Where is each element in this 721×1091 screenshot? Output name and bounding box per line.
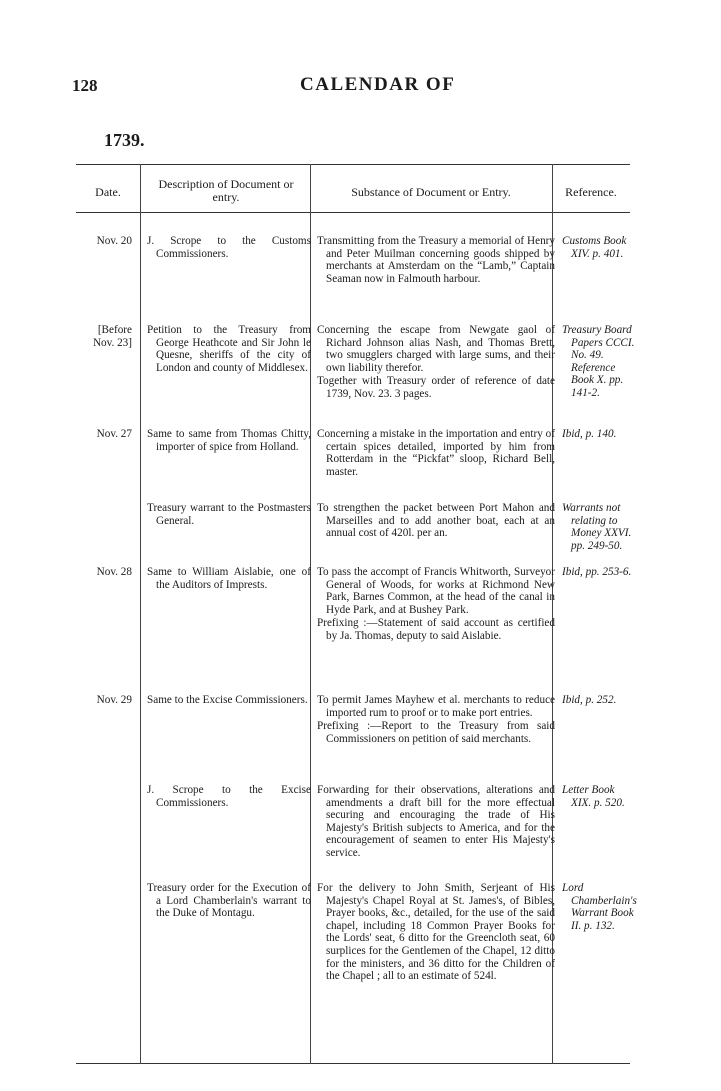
page-number: 128 [72,76,98,95]
table-bottom-rule [76,1063,630,1064]
entry-substance-text: To pass the accompt of Francis Whitworth, Surveyor General of Woods, for works at Richmond New Park, Barnes Common, at the head of the canal in Hyde Park, and at Bushey Park. [317,566,555,616]
column-header-substance: Substance of Document or Entry. [351,185,511,199]
entry-date: Nov. 29 [96,694,132,706]
entry-substance: For the delivery to John Smith, Serjeant of His Majesty's Chapel Royal at St. James's, of Bibles, Prayer books, &c., detailed, for the use of the said chapel, including 18 Common Prayer Books for the Lords' seat, 6 ditto for the Greencloth seat, 60 surplices for the Gentlemen of the Chapel, 12 ditto for the ministers, and 36 ditto for the Children of the Chapel ; all to an estimate of 524l. [317,882,555,983]
entry-substance: Transmitting from the Treasury a memorial of Henry and Peter Muilman concerning goods shipped by merchants at Amsterdam on the “Lamb,” Captain Seaman now in Falmouth harbour. [317,235,555,285]
entry-note: Prefixing :—Report to the Treasury from said Commissioners on petition of said merchants. [317,720,555,745]
entry-substance: Forwarding for their observations, alterations and amendments a draft bill for the more effectual securing and encouraging the trade of His Majesty's British subjects to America, and for the encouragement of seamen to enter His Majesty's service. [317,784,555,859]
column-divider [140,164,141,1064]
entry-reference: Lord Chamberlain's Warrant Book II. p. 132. [562,882,637,932]
table-top-rule [76,164,630,165]
entry-reference: Ibid, p. 140. [562,428,617,440]
entry-date: Nov. 28 [96,566,132,578]
running-title: CALENDAR OF [300,74,456,95]
entry-date: [Before Nov. 23] [92,324,132,349]
entry-substance: Concerning a mistake in the importation and entry of certain spices detailed, imported by him from Rotterdam in the “Pickfat” sloop, Richard Bell, master. [317,428,555,478]
entry-description: Same to the Excise Commissioners. [147,694,308,706]
header-rule [76,212,630,213]
entry-note: Prefixing :—Statement of said account as certified by Ja. Thomas, deputy to said Aislabie. [317,617,555,642]
entry-substance [317,324,555,401]
entry-substance: To strengthen the packet between Port Mahon and Marseilles and to add another boat, each at an annual cost of 420l. per an. [317,502,555,540]
entry-note: Together with Treasury order of reference of date 1739, Nov. 23. 3 pages. [317,375,555,400]
entry-description: Treasury order for the Execution of a Lord Chamberlain's warrant to the Duke of Montagu. [147,882,311,920]
entry-description: J. Scrope to the Excise Commissioners. [147,784,311,809]
entry-substance [317,566,555,643]
entry-description: Same to same from Thomas Chitty, importer of spice from Holland. [147,428,311,453]
column-header-date: Date. [95,185,121,199]
entry-description: Petition to the Treasury from George Heathcote and Sir John le Quesne, sheriffs of the city of London and county of Middlesex. [147,324,311,374]
entry-substance [317,694,555,745]
column-header-reference: Reference. [565,185,617,199]
entry-substance-text: To permit James Mayhew et al. merchants to reduce imported rum to proof or to make port entries. [317,694,555,719]
column-divider [310,164,311,1064]
entry-reference: Treasury Board Papers CCCI. No. 49. Reference Book X. pp. 141-2. [562,324,635,399]
entry-description: Same to William Aislabie, one of the Auditors of Imprests. [147,566,311,591]
calendar-table [76,164,637,1064]
entry-reference: Ibid, p. 252. [562,694,617,706]
entry-substance-text: Concerning the escape from Newgate gaol of Richard Johnson alias Nash, and Thomas Brett, two smugglers charged with large sums, and their own liability therefor. [317,324,555,374]
column-header-description: Description of Document or entry. [158,177,294,204]
entry-date: Nov. 27 [96,428,132,440]
year-heading: 1739. [104,130,145,150]
entry-reference: Letter Book XIX. p. 520. [562,784,625,809]
entry-date: Nov. 20 [96,235,132,247]
entry-reference: Warrants not relating to Money XXVI. pp. 249-50. [562,502,632,552]
entry-description: Treasury warrant to the Postmasters General. [147,502,311,527]
entry-description: J. Scrope to the Customs Commissioners. [147,235,311,260]
entry-reference: Customs Book XIV. p. 401. [562,235,627,260]
entry-reference: Ibid, pp. 253-6. [562,566,632,578]
